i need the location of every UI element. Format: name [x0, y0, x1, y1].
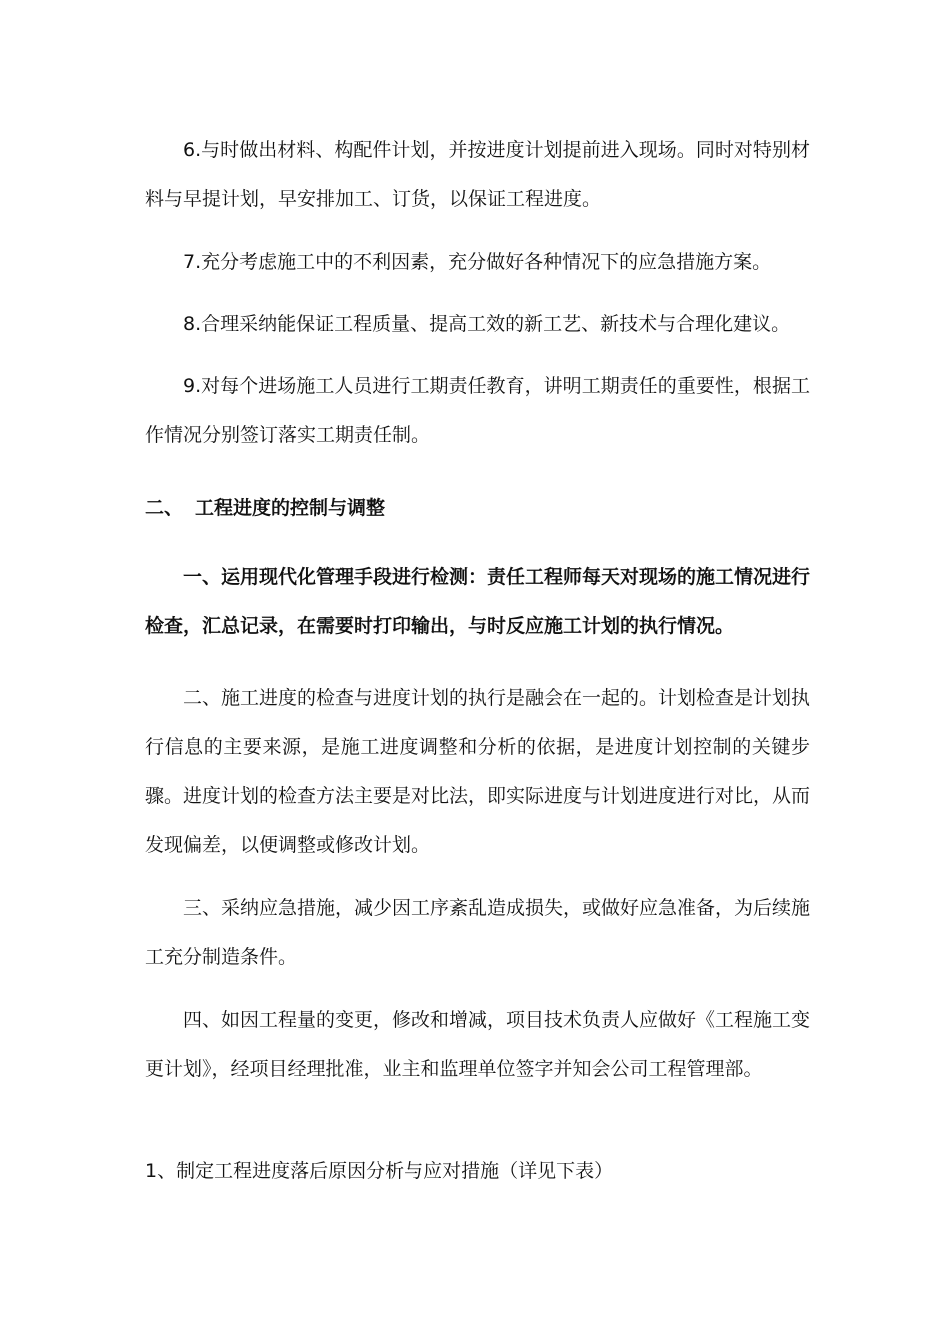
list-item-9: 9.对每个进场施工人员进行工期责任教育，讲明工期责任的重要性，根据工作情况分别签订落实工期责任制。: [145, 375, 810, 446]
list-item-8: 8.合理采纳能保证工程质量、提高工效的新工艺、新技术与合理化建议。: [183, 313, 791, 335]
section-title: 工程进度的控制与调整: [195, 497, 386, 519]
paragraph-3: 三、采纳应急措施，减少因工序紊乱造成损失，或做好应急准备，为后续施工充分制造条件。: [145, 897, 811, 968]
list-item-6: 6.与时做出材料、构配件计划，并按进度计划提前进入现场。同时对特别材料与早提计划，早安排加工、订货，以保证工程进度。: [145, 139, 810, 210]
list-item-7: 7.充分考虑施工中的不利因素，充分做好各种情况下的应急措施方案。: [183, 251, 772, 273]
paragraph-4: 四、如因工程量的变更，修改和增减，项目技术负责人应做好《工程施工变更计划》，经项目经理批准，业主和监理单位签字并知会公司工程管理部。: [145, 1009, 811, 1080]
section-number: 二、: [145, 497, 184, 519]
paragraph-2: 二、施工进度的检查与进度计划的执行是融会在一起的。计划检查是计划执行信息的主要来源，是施工进度调整和分析的依据，是进度计划控制的关键步骤。进度计划的检查方法主要是对比法，即实际进度与计划进度进行对比，从而发现偏差，以便调整或修改计划。: [145, 687, 811, 856]
bold-paragraph: 一、运用现代化管理手段进行检测：责任工程师每天对现场的施工情况进行检查，汇总记录，在需要时打印输出，与时反应施工计划的执行情况。: [145, 566, 811, 637]
section-heading: [145, 493, 385, 523]
table-caption-line: 1、制定工程进度落后原因分析与应对措施（详见下表）: [145, 1160, 614, 1182]
